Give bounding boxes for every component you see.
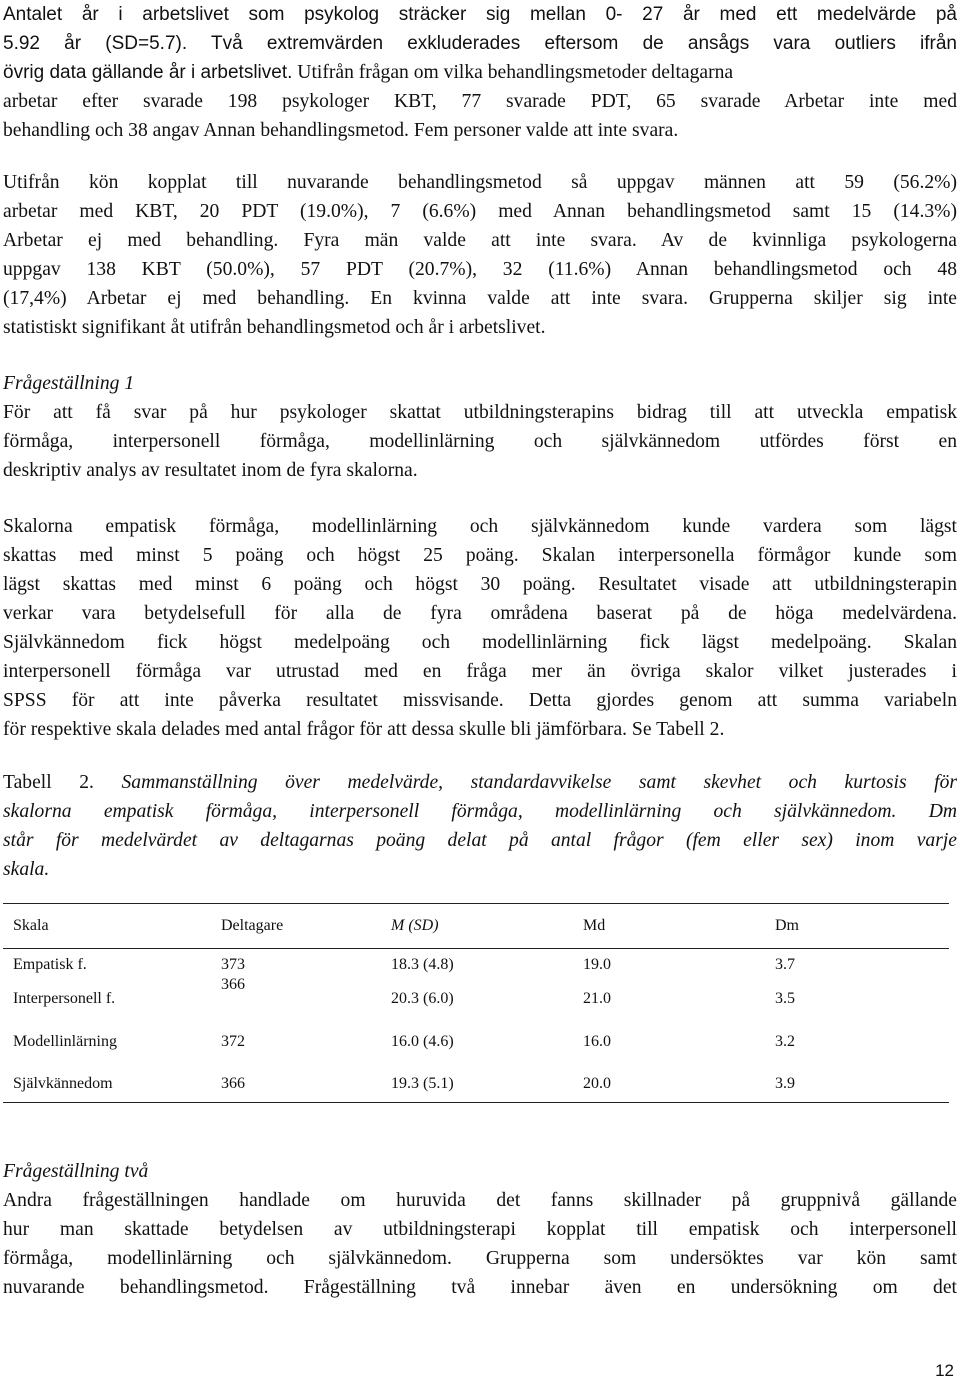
text-line: hur man skattade betydelsen av utbildningsterapi kopplat till empatisk och interpersonell	[3, 1219, 957, 1240]
caption-line: skala.	[3, 859, 50, 880]
column-header: Md	[583, 917, 606, 934]
q1-section	[3, 369, 957, 485]
text-line: SPSS för att inte påverka resultatet missvisande. Detta gjordes genom att summa variabeln	[3, 690, 957, 711]
section-heading: Frågeställning två	[3, 1161, 149, 1182]
table-cell: 366	[221, 1075, 245, 1092]
table-cell: 372	[221, 1033, 245, 1050]
text-line: Andra frågeställningen handlade om huruvida det fanns skillnader på gruppnivå gällande	[3, 1190, 957, 1211]
table-cell: 3.7	[775, 956, 795, 973]
column-header: Deltagare	[221, 917, 284, 934]
table-row	[3, 1009, 949, 1052]
table-cell: Självkännedom	[13, 1075, 113, 1092]
text-line: uppgav 138 KBT (50.0%), 57 PDT (20.7%), 32 (11.6%) Annan behandlingsmetod och 48	[3, 259, 957, 280]
intro-paragraph	[3, 0, 957, 58]
text-line: arbetar efter svarade 198 psykologer KBT, 77 svarade PDT, 65 svarade Arbetar inte med	[3, 91, 957, 112]
caption-label: Tabell 2	[3, 772, 90, 793]
text-line: förmåga, interpersonell förmåga, modellinlärning och självkännedom utfördes först en	[3, 431, 957, 452]
table-cell: Empatisk f.	[13, 956, 87, 973]
table-caption	[3, 768, 957, 884]
text-line: arbetar med KBT, 20 PDT (19.0%), 7 (6.6%) med Annan behandlingsmetod samt 15 (14.3%)	[3, 201, 957, 222]
text-line: 5.92 år (SD=5.7). Två extremvärden exkluderades eftersom de ansågs vara outliers ifrån	[3, 33, 957, 54]
text-fragment: Utifrån frågan om vilka behandlingsmetoder deltagarna	[297, 62, 734, 83]
text-line: lägst skattas med minst 6 poäng och högst 30 poäng. Resultatet visade att utbildningsterapin	[3, 574, 957, 595]
caption-line: skalorna empatisk förmåga, interpersonell förmåga, modellinlärning och självkännedom. Dm	[3, 801, 957, 822]
text-line: Arbetar ej med behandling. Fyra män valde att inte svara. Av de kvinnliga psykologerna	[3, 230, 957, 251]
table-row	[3, 975, 949, 1009]
table-cell: 16.0	[583, 1033, 611, 1050]
table-row	[3, 1052, 949, 1103]
table-cell: 373	[221, 956, 245, 973]
text-line: förmåga, modellinlärning och självkännedom. Grupperna som undersöktes var kön samt	[3, 1248, 957, 1269]
text-line: interpersonell förmåga var utrustad med en fråga mer än övriga skalor vilket justerades i	[3, 661, 957, 682]
results-table	[3, 903, 949, 1103]
caption-line: står för medelvärdet av deltagarnas poäng delat på antal frågor (fem eller sex) inom varje	[3, 830, 957, 851]
text-fragment: övrig data gällande år i arbetslivet.	[3, 62, 293, 83]
section-heading: Frågeställning 1	[3, 373, 135, 394]
caption-text: Sammanställning över medelvärde, standardavvikelse samt skevhet och kurtosis för	[121, 772, 957, 793]
q2-section	[3, 1157, 957, 1302]
table-cell: 3.9	[775, 1075, 795, 1092]
table-cell: 3.2	[775, 1033, 795, 1050]
intro-paragraph-cont	[3, 58, 957, 145]
text-line: För att få svar på hur psykologer skattat utbildningsterapins bidrag till att utveckla empatisk	[3, 402, 957, 423]
table-row	[3, 949, 949, 976]
table-cell: 18.3 (4.8)	[391, 956, 454, 973]
column-header: Skala	[13, 917, 49, 934]
text-line: skattas med minst 5 poäng och högst 25 poäng. Skalan interpersonella förmågor kunde som	[3, 545, 957, 566]
text-line: Självkännedom fick högst medelpoäng och modellinlärning fick lägst medelpoäng. Skalan	[3, 632, 957, 653]
gender-paragraph	[3, 168, 957, 342]
text-line: statistiskt signifikant åt utifrån behandlingsmetod och år i arbetslivet.	[3, 317, 546, 338]
text-line: nuvarande behandlingsmetod. Frågeställning två innebar även en undersökning om det	[3, 1277, 957, 1298]
table-cell: Interpersonell f.	[13, 990, 116, 1007]
table-cell: 19.0	[583, 956, 611, 973]
table-cell: 19.3 (5.1)	[391, 1075, 454, 1092]
text-line: Utifrån kön kopplat till nuvarande behandlingsmetod så uppgav männen att 59 (56.2%)	[3, 172, 957, 193]
text-line	[3, 58, 957, 87]
table-cell: Modellinlärning	[13, 1033, 117, 1050]
table-cell: 20.0	[583, 1075, 611, 1092]
table-cell: 366	[221, 976, 245, 993]
table-cell: 21.0	[583, 990, 611, 1007]
text-line: verkar vara betydelsefull för alla de fyra områdena baserat på de höga medelvärdena.	[3, 603, 957, 624]
column-header: Dm	[775, 917, 799, 934]
text-line: för respektive skala delades med antal frågor för att dessa skulle bli jämförbara. Se Tabell 2.	[3, 719, 725, 740]
table-cell: 20.3 (6.0)	[391, 990, 454, 1007]
q1-paragraph-2	[3, 512, 957, 744]
page-number: 12	[935, 1361, 954, 1380]
text-line: Tabell 2. Sammanställning över medelvärde, standardavvikelse samt skevhet och kurtosis för	[3, 772, 957, 793]
text-line: deskriptiv analys av resultatet inom de fyra skalorna.	[3, 460, 418, 481]
text-line: behandling och 38 angav Annan behandlingsmetod. Fem personer valde att inte svara.	[3, 120, 679, 141]
column-header: M (SD)	[391, 917, 439, 934]
text-line: (17,4%) Arbetar ej med behandling. En kvinna valde att inte svara. Grupperna skiljer sig inte	[3, 288, 957, 309]
text-line: Skalorna empatisk förmåga, modellinlärning och självkännedom kunde vardera som lägst	[3, 516, 957, 537]
text-line: Antalet år i arbetslivet som psykolog sträcker sig mellan 0- 27 år med ett medelvärde på	[3, 4, 957, 25]
table-header-row	[3, 904, 949, 949]
table-cell: 3.5	[775, 990, 795, 1007]
table-cell: 16.0 (4.6)	[391, 1033, 454, 1050]
